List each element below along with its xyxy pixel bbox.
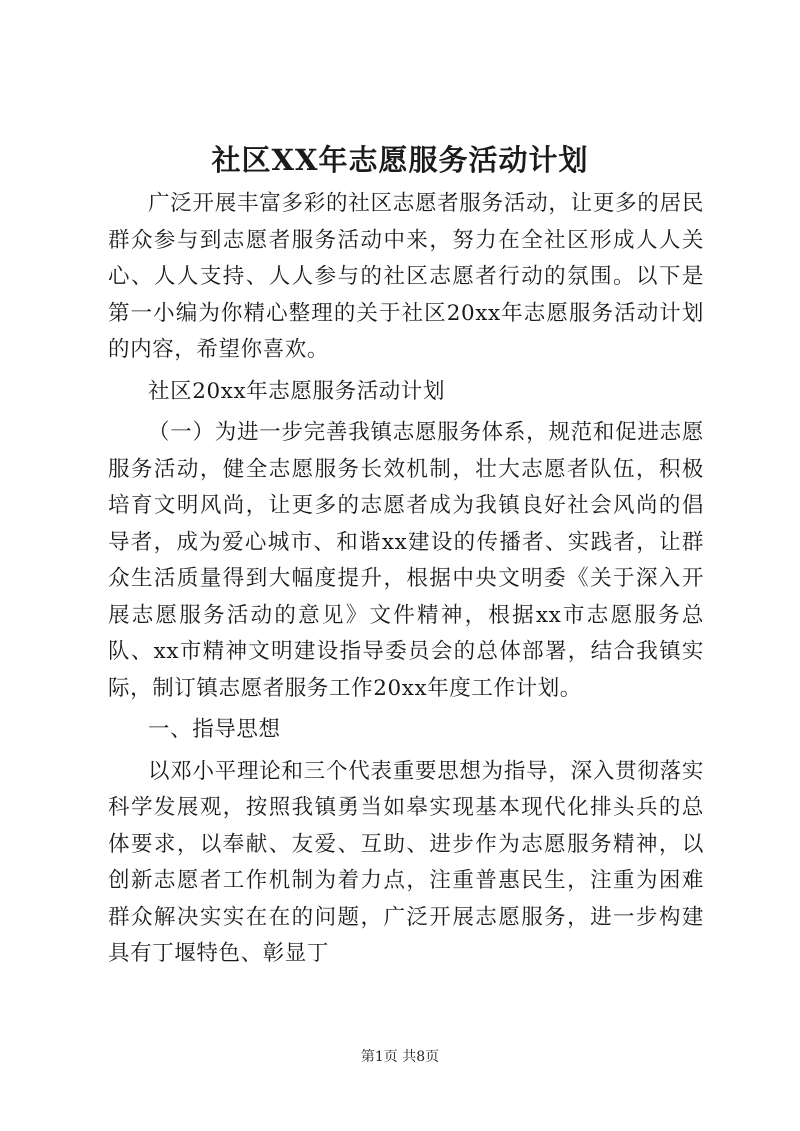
intro-paragraph: 广泛开展丰富多彩的社区志愿者服务活动，让更多的居民群众参与到志愿者服务活动中来，努力在全社区形成人人关心、人人支持、人人参与的社区志愿者行动的氛围。以下是第一小编为你精心整理的关于社区20xx年志愿服务活动计划的内容，希望你喜欢。: [108, 191, 704, 362]
heading-guiding-ideology: 一、指导思想: [148, 717, 281, 742]
document-title: 社区XX年志愿服务活动计划: [211, 143, 589, 177]
section-subtitle: 社区20xx年志愿服务活动计划: [148, 378, 446, 404]
page-number-footer: 第1页 共8页: [360, 1049, 440, 1065]
document-body: [108, 186, 704, 978]
guiding-ideology-paragraph: 以邓小平理论和三个代表重要思想为指导，深入贯彻落实科学发展观，按照我镇勇当如皋实现基本现代化排头兵的总体要求，以奉献、友爱、互助、进步作为志愿服务精神，以创新志愿者工作机制为着力点，注重普惠民生，注重为困难群众解决实实在在的问题，广泛开展志愿服务，进一步构建具有丁堰特色、彰显丁: [108, 758, 704, 966]
plan-paragraph-1: （一）为进一步完善我镇志愿服务体系，规范和促进志愿服务活动，健全志愿服务长效机制，壮大志愿者队伍，积极培育文明风尚，让更多的志愿者成为我镇良好社会风尚的倡导者，成为爱心城市、和谐xx建设的传播者、实践者，让群众生活质量得到大幅度提升，根据中央文明委《关于深入开展志愿服务活动的意见》文件精神，根据xx市志愿服务总队、xx市精神文明建设指导委员会的总体部署，结合我镇实际，制订镇志愿者服务工作20xx年度工作计划。: [108, 420, 704, 701]
